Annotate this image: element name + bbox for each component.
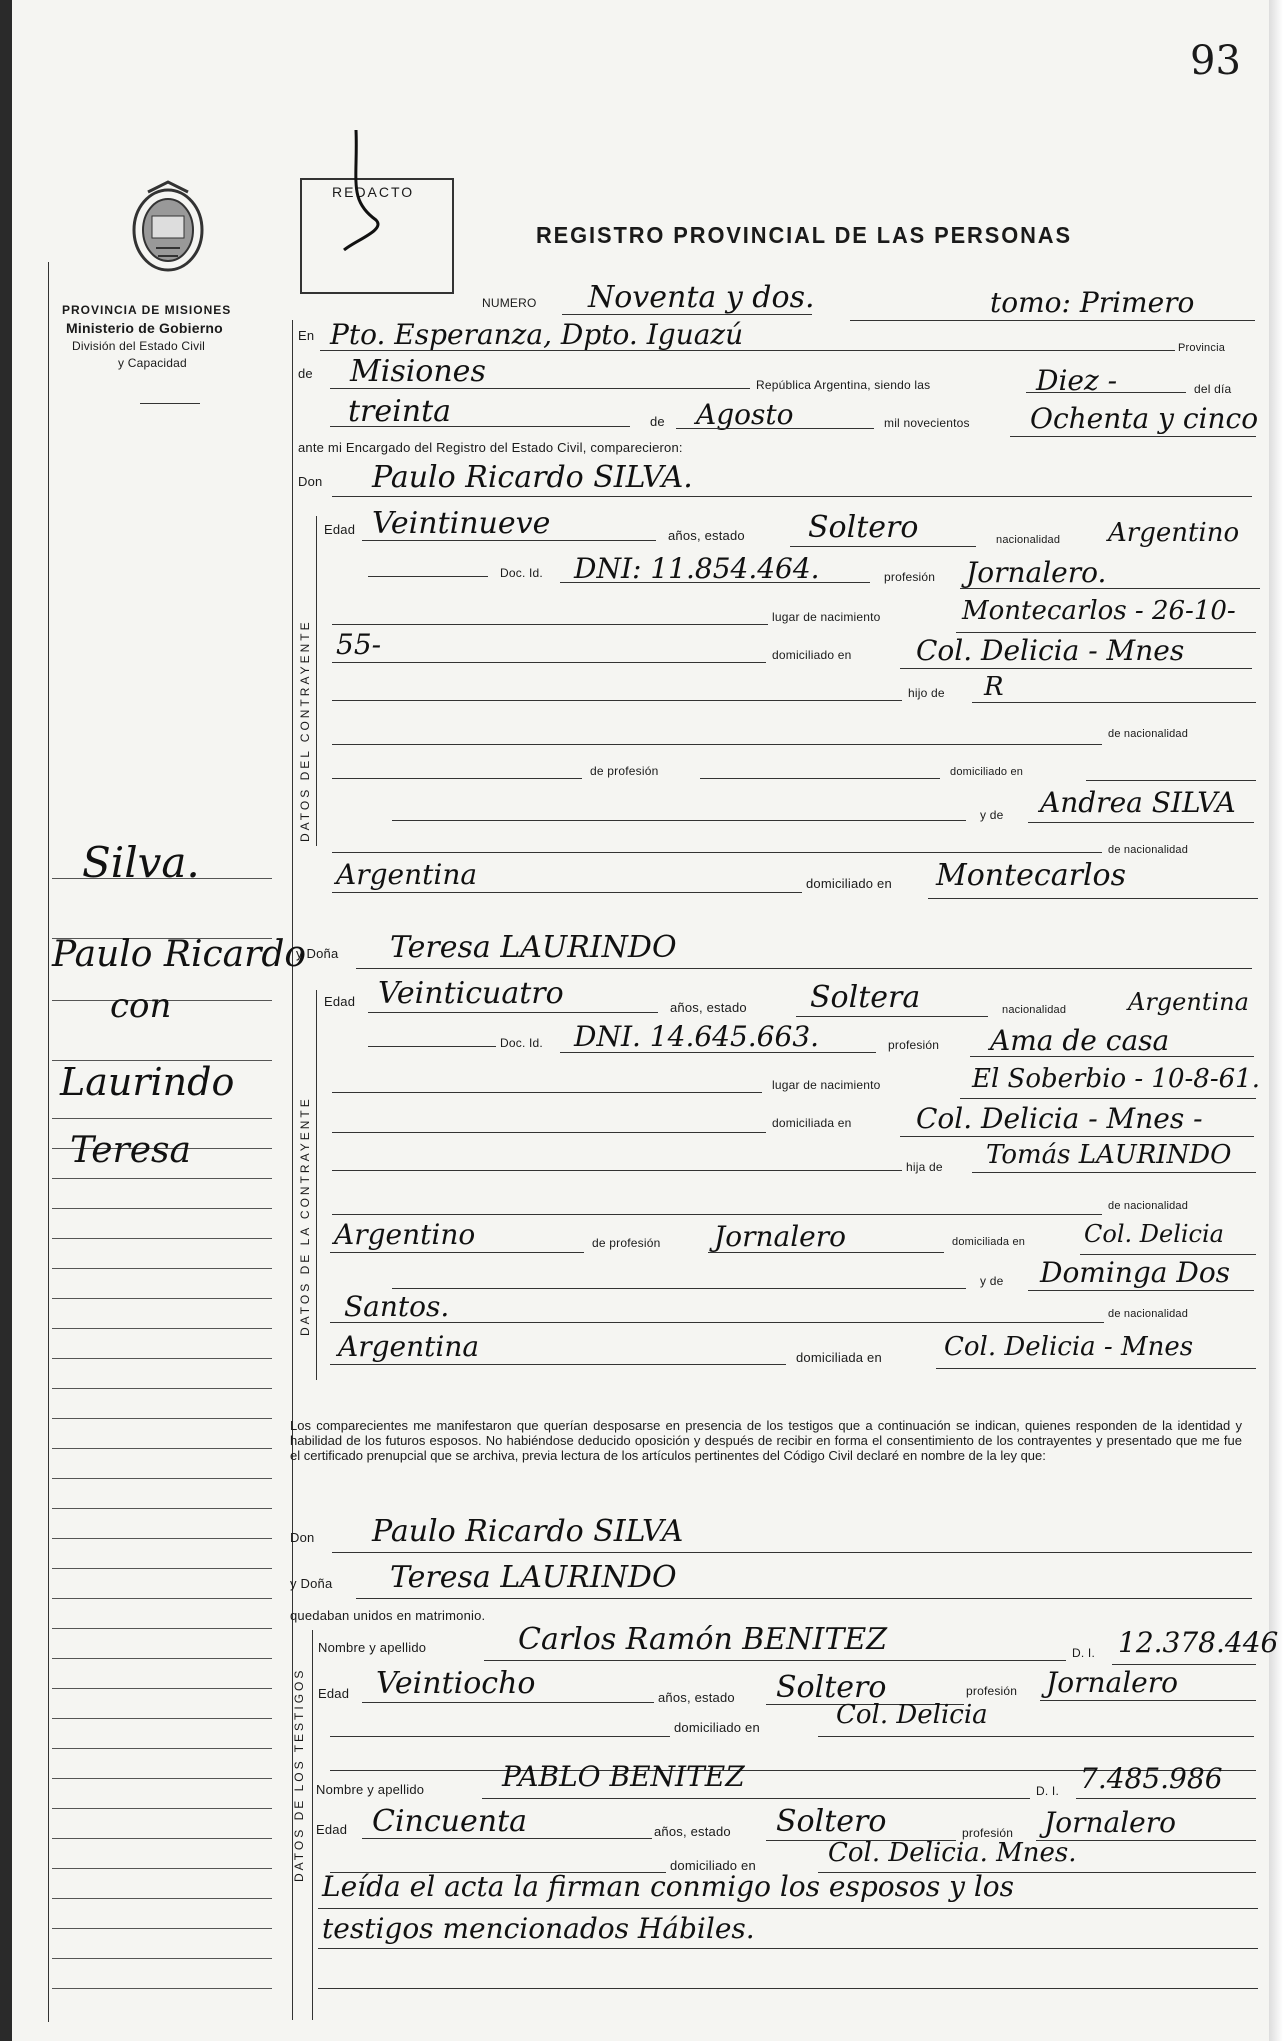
sidebar-divider bbox=[140, 403, 200, 404]
bride-mother-dom-label: domiciliada en bbox=[796, 1350, 882, 1365]
bride-mother-cont: Santos. bbox=[344, 1290, 450, 1323]
witness2-domicile: Col. Delicia. Mnes. bbox=[828, 1838, 1077, 1868]
numero-label: NUMERO bbox=[482, 296, 537, 310]
dona-label: y Doña bbox=[296, 946, 339, 961]
groom-anos-estado: años, estado bbox=[668, 528, 745, 543]
groom-domiciliado-label: domiciliado en bbox=[772, 648, 852, 662]
declared-dona-name: Teresa LAURINDO bbox=[390, 1560, 677, 1595]
bride-mother-domicile: Col. Delicia - Mnes bbox=[944, 1332, 1194, 1362]
del-dia-label: del día bbox=[1194, 382, 1232, 396]
groom-domicile: Col. Delicia - Mnes bbox=[916, 634, 1185, 667]
groom-section-border bbox=[316, 516, 317, 846]
witness2-name: PABLO BENITEZ bbox=[502, 1760, 745, 1793]
groom-father-prof-label: de profesión bbox=[590, 764, 659, 778]
bride-domicile: Col. Delicia - Mnes - bbox=[916, 1102, 1203, 1135]
witness1-age: Veintiocho bbox=[376, 1666, 536, 1701]
declaration-text: Los comparecientes me manifestaron que querían desposarse en presencia de los testigos que a continuación se indican, quienes responden de la identidad y habilidad de los futuros esposos. No habiéndose deducido oposición y después de recibir en forma el consentimiento de los contrayentes y presentado que me fue el certificado prenupcial que se archiva, previa lectura de los artículos pertinentes del Código Civil declaré en nombre de la ley que: bbox=[290, 1418, 1242, 1463]
bride-mother-nationality: Argentina bbox=[338, 1330, 480, 1363]
groom-age: Veintinueve bbox=[372, 506, 551, 541]
witness2-di-label: D. I. bbox=[1036, 1784, 1060, 1798]
closing-line-2: testigos mencionados Hábiles. bbox=[322, 1912, 755, 1945]
groom-profession: Jornalero. bbox=[966, 556, 1107, 589]
margin-note-given-names: Paulo Ricardo bbox=[52, 934, 307, 975]
witness2-status: Soltero bbox=[776, 1804, 887, 1839]
month-value: Agosto bbox=[696, 398, 794, 431]
bride-profession: Ama de casa bbox=[990, 1024, 1170, 1057]
year-value: Ochenta y cinco bbox=[1030, 402, 1259, 435]
redacto-label: REDACTO bbox=[332, 184, 415, 200]
witness1-name: Carlos Ramón BENITEZ bbox=[518, 1622, 888, 1657]
bride-doc-label: Doc. Id. bbox=[500, 1036, 543, 1050]
bride-lugar-label: lugar de nacimiento bbox=[772, 1078, 881, 1092]
witness1-nombre-label: Nombre y apellido bbox=[318, 1640, 427, 1655]
bride-section-border bbox=[316, 990, 317, 1380]
republica-label: República Argentina, siendo las bbox=[756, 378, 931, 392]
redacto-stamp bbox=[300, 178, 454, 294]
sidebar-ministry: Ministerio de Gobierno bbox=[66, 320, 223, 336]
bride-status: Soltera bbox=[810, 980, 921, 1015]
provincia-label: Provincia bbox=[1178, 342, 1226, 354]
groom-doc: DNI: 11.854.464. bbox=[574, 552, 820, 585]
bride-father-nationality: Argentino bbox=[334, 1218, 476, 1251]
groom-hijo-label: hijo de bbox=[908, 686, 945, 700]
groom-mother: Andrea SILVA bbox=[1040, 786, 1236, 819]
witness1-edad-label: Edad bbox=[318, 1686, 350, 1701]
declared-don-name: Paulo Ricardo SILVA bbox=[372, 1514, 684, 1549]
quedaban-text: quedaban unidos en matrimonio. bbox=[290, 1608, 486, 1623]
bride-anos-estado: años, estado bbox=[670, 1000, 747, 1015]
bride-doc: DNI. 14.645.663. bbox=[574, 1020, 820, 1053]
bride-name: Teresa LAURINDO bbox=[390, 930, 677, 965]
witness1-di: 12.378.446 bbox=[1118, 1626, 1279, 1659]
groom-profesion-label: profesión bbox=[884, 570, 936, 584]
sidebar-capacity: y Capacidad bbox=[118, 356, 187, 370]
bride-nacionalidad-label: nacionalidad bbox=[1002, 1004, 1067, 1016]
stamp-signature-mark bbox=[336, 130, 396, 270]
groom-mother-nat-label: de nacionalidad bbox=[1108, 844, 1189, 856]
groom-edad-label: Edad bbox=[324, 522, 356, 537]
sidebar-division: División del Estado Civil bbox=[72, 339, 206, 353]
groom-doc-label: Doc. Id. bbox=[500, 566, 543, 580]
registry-title: REGISTRO PROVINCIAL DE LAS PERSONAS bbox=[536, 222, 1072, 248]
bride-father-dom-label: domiciliada en bbox=[952, 1236, 1026, 1248]
de-month-label: de bbox=[650, 414, 665, 429]
witness2-profesion-label: profesión bbox=[962, 1826, 1014, 1840]
province-value: Misiones bbox=[350, 354, 486, 389]
en-label: En bbox=[298, 328, 315, 343]
bride-father-nat-label: de nacionalidad bbox=[1108, 1200, 1189, 1212]
hour-value: Diez - bbox=[1036, 364, 1118, 397]
witness2-age: Cincuenta bbox=[372, 1804, 528, 1839]
witness1-anos-estado: años, estado bbox=[658, 1690, 735, 1705]
groom-father-nat-label: de nacionalidad bbox=[1108, 728, 1189, 740]
groom-nationality: Argentino bbox=[1108, 518, 1240, 548]
bride-section-label: DATOS DE LA CONTRAYENTE bbox=[298, 1096, 312, 1336]
place-value: Pto. Esperanza, Dpto. Iguazú bbox=[330, 318, 744, 351]
bride-father: Tomás LAURINDO bbox=[986, 1140, 1232, 1170]
don-label: Don bbox=[298, 474, 323, 489]
witness2-edad-label: Edad bbox=[316, 1822, 348, 1837]
margin-note-bride-name: Teresa bbox=[70, 1130, 191, 1171]
bride-domiciliada-label: domiciliada en bbox=[772, 1116, 852, 1130]
groom-mother-domicile: Montecarlos bbox=[936, 858, 1126, 893]
closing-line-1: Leída el acta la firman conmigo los esposos y los bbox=[322, 1870, 1015, 1903]
witness1-profesion-label: profesión bbox=[966, 1684, 1018, 1698]
groom-father-dom-label: domiciliado en bbox=[950, 766, 1024, 778]
witness2-di: 7.485.986 bbox=[1080, 1762, 1223, 1795]
margin-note-surname: Silva. bbox=[82, 838, 200, 887]
witness2-anos-estado: años, estado bbox=[654, 1824, 731, 1839]
bride-father-profession: Jornalero bbox=[714, 1220, 846, 1253]
margin-column-border bbox=[48, 262, 49, 2022]
day-value: treinta bbox=[348, 394, 452, 429]
declared-don-label: Don bbox=[290, 1530, 315, 1545]
bride-profesion-label: profesión bbox=[888, 1038, 940, 1052]
groom-birthplace-cont: 55- bbox=[336, 628, 382, 661]
witness2-domiciliado-label: domiciliado en bbox=[670, 1858, 756, 1873]
sidebar-province: PROVINCIA DE MISIONES bbox=[62, 303, 232, 317]
bride-y-de-label: y de bbox=[980, 1274, 1004, 1288]
groom-lugar-label: lugar de nacimiento bbox=[772, 610, 881, 624]
groom-section-label: DATOS DEL CONTRAYENTE bbox=[298, 619, 312, 842]
coat-of-arms-emblem bbox=[128, 178, 208, 278]
groom-mother-nationality: Argentina bbox=[336, 858, 478, 891]
ante-text: ante mi Encargado del Registro del Estado Civil, comparecieron: bbox=[298, 440, 683, 455]
groom-father: R bbox=[984, 672, 1004, 702]
witness1-domicile: Col. Delicia bbox=[836, 1700, 988, 1730]
bride-age: Veinticuatro bbox=[378, 976, 564, 1011]
bride-mother-nat-label: de nacionalidad bbox=[1108, 1308, 1189, 1320]
bride-father-prof-label: de profesión bbox=[592, 1236, 661, 1250]
tomo-value: tomo: Primero bbox=[990, 286, 1195, 319]
groom-name: Paulo Ricardo SILVA. bbox=[372, 460, 693, 495]
bride-father-domicile: Col. Delicia bbox=[1084, 1220, 1224, 1248]
witness1-status: Soltero bbox=[776, 1670, 887, 1705]
bride-nationality: Argentina bbox=[1128, 988, 1249, 1016]
scan-edge bbox=[0, 0, 12, 2041]
margin-note-bride-surname: Laurindo bbox=[60, 1060, 235, 1104]
witness-section-label: DATOS DE LOS TESTIGOS bbox=[292, 1667, 306, 1882]
groom-y-de-label: y de bbox=[980, 808, 1004, 822]
witness1-di-label: D. I. bbox=[1072, 1646, 1096, 1660]
groom-mother-dom-label: domiciliado en bbox=[806, 876, 892, 891]
witness1-domiciliado-label: domiciliado en bbox=[674, 1720, 760, 1735]
de-label: de bbox=[298, 366, 313, 381]
scan-edge-right bbox=[1269, 0, 1283, 2041]
page-number: 93 bbox=[1190, 38, 1241, 84]
witness1-profession: Jornalero bbox=[1046, 1666, 1178, 1699]
groom-status: Soltero bbox=[808, 510, 919, 545]
bride-hija-label: hija de bbox=[906, 1160, 943, 1174]
bride-mother: Dominga Dos bbox=[1040, 1256, 1231, 1289]
witness2-profession: Jornalero bbox=[1044, 1806, 1176, 1839]
groom-nacionalidad-label: nacionalidad bbox=[996, 534, 1061, 546]
mil-label: mil novecientos bbox=[884, 416, 970, 430]
numero-value: Noventa y dos. bbox=[588, 280, 815, 315]
margin-note-con: con bbox=[110, 986, 172, 1026]
bride-edad-label: Edad bbox=[324, 994, 356, 1009]
bride-birthplace: El Soberbio - 10-8-61. bbox=[972, 1064, 1260, 1094]
witness2-nombre-label: Nombre y apellido bbox=[316, 1782, 425, 1797]
witness-section-border bbox=[312, 1630, 313, 2020]
groom-birthplace: Montecarlos - 26-10- bbox=[962, 596, 1236, 626]
declared-dona-label: y Doña bbox=[290, 1576, 333, 1591]
